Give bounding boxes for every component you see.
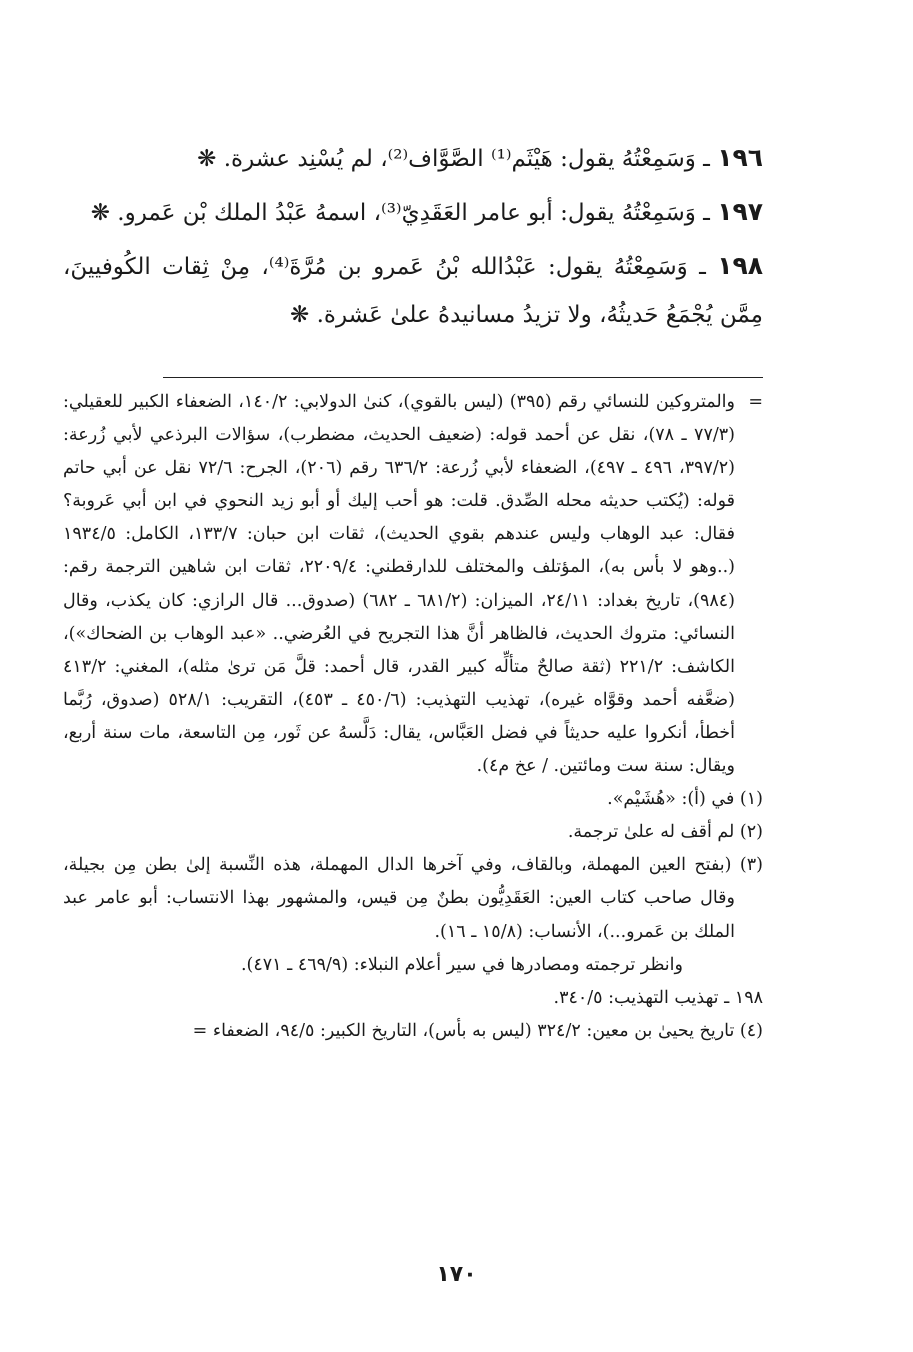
main-text [63, 134, 763, 344]
entry-text: ـ وَسَمِعْتُهُ يقول: هَيْثَم⁽¹⁾ الصَّوَّاف⁽²⁾، لم يُسْنِد عشرة. ❋ [197, 146, 718, 172]
entry-198 [63, 242, 763, 339]
page-number: ١٧٠ [436, 1262, 477, 1287]
entry-number: ١٩٧ [717, 197, 763, 226]
entry-text: ـ وَسَمِعْتُهُ يقول: أبو عامر العَقَدِيّ⁽³⁾، اسمهُ عَبْدُ الملك بْن عَمرو. ❋ [90, 200, 718, 226]
footnotes [63, 386, 763, 1048]
continuation-text: والمتروكين للنسائي رقم (٣٩٥) (ليس بالقوي)، كنىٰ الدولابي: ١٤٠/٢، الضعفاء الكبير للعقيلي: (٧٧/٣ ـ ٧٨)، نقل عن أحمد قوله: (ضعيف الحديث، مضطرب)، سؤالات البرذعي لأبي زُرعة: (٣٩٧/٢، ٤٩٦ ـ ٤٩٧)، الضعفاء لأبي زُرعة: ٦٣٦/٢ رقم (٢٠٦)، الجرح: ٧٢/٦ نقل عن أبي حاتم قوله: (يُكتب حديثه محله الصِّدق. قلت: هو أحب إليك أو أبو زيد النحوي في ابن أبي عَروبة؟ فقال: عبد الوهاب وليس عندهم بقوي الحديث)، ثقات ابن حبان: ١٣٣/٧، الكامل: ١٩٣٤/٥ (..وهو لا بأس به)، المؤتلف والمختلف للدارقطني: ٢٢٠٩/٤، ثقات ابن شاهين الترجمة رقم: (٩٨٤)، تاريخ بغداد: ٢٤/١١، الميزان: (٦٨١/٢ ـ ٦٨٢) (صدوق... قال الرازي: كان يكذب، وقال النسائي: متروك الحديث، فالظاهر أنَّ هذا التجريح في العُرضي.. «عبد الوهاب بن الضحاك»)، الكاشف: ٢٢١/٢ (ثقة صالحٌ متألِّه كبير القدر، قال أحمد: قلَّ مَن ترىٰ مثله)، المغني: ٤١٣/٢ (ضعَّفه أحمد وقوَّاه غيره)، تهذيب التهذيب: (٤٥٠/٦ ـ ٤٥٣)، التقريب: ٥٢٨/١ (صدوق، رُبَّما أخطأ، أنكروا عليه حديثاً في فضل العَبَّاس، يقال: دَلَّسهُ عن ثَور، مِن التاسعة، مات سنة أربع، ويقال: سنة ست ومائتين. / عخ م٤). [63, 392, 735, 777]
footnote-separator [163, 377, 763, 378]
footnote-continuation [63, 386, 763, 783]
entry-text: ـ وَسَمِعْتُهُ يقول: عَبْدُالله بْنُ عَمرو بن مُرَّةَ⁽⁴⁾، مِنْ ثِقات الكُوفيينَ، مِمَّن يُجْمَعُ حَديثُهُ، ولا تزيدُ مسانيدهُ علىٰ عَشرة. ❋ [63, 254, 763, 328]
footnote-2: (٢) لم أقف له علىٰ ترجمة. [567, 822, 763, 843]
footnote-1: (١) في (أ): «هُشَيْم». [607, 789, 763, 810]
continuation-marker: = [748, 392, 763, 412]
entry-197 [63, 188, 763, 237]
entry-number: ١٩٨ [717, 251, 763, 280]
footnote-3-extra: وانظر ترجمته ومصادرها في سير أعلام النبلاء: (٤٦٩/٩ ـ ٤٧١). [240, 954, 683, 975]
footnote-4: (٤) تاريخ يحيىٰ بن معين: ٣٢٤/٢ (ليس به بأس)، التاريخ الكبير: ٩٤/٥، الضعفاء = [192, 1020, 763, 1041]
entry-196 [63, 134, 763, 183]
entry-number: ١٩٦ [717, 143, 763, 172]
reference-198: ١٩٨ ـ تهذيب التهذيب: ٣٤٠/٥. [553, 987, 763, 1008]
footnote-3: (٣) (بفتح العين المهملة، وبالقاف، وفي آخرها الدال المهملة، هذه النِّسبة إلىٰ بطن مِن بجيلة، وقال صاحب كتاب العين: العَقَدِيُّون بطنٌ مِن قيس، والمشهور بهذا الانتساب: أبو عامر عبد الملك بن عَمرو...)، الأنساب: (١٥/٨ ـ ١٦). [63, 855, 763, 942]
